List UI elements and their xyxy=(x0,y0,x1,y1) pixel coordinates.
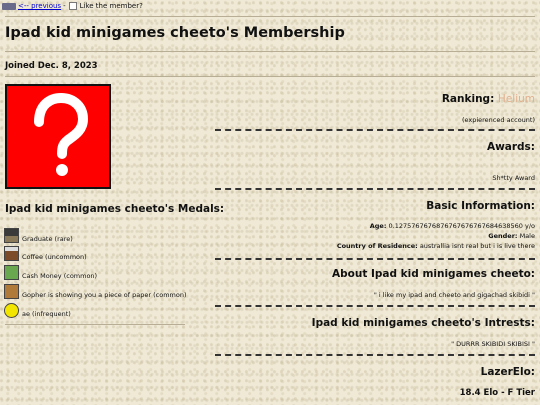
medal-label: Cash Money (common) xyxy=(22,272,98,280)
medal-item xyxy=(4,284,187,299)
section-divider xyxy=(215,354,535,356)
like-checkbox[interactable] xyxy=(69,2,77,10)
age-row xyxy=(370,222,535,230)
section-divider xyxy=(215,305,535,307)
about-text: " i like my ipad and cheeto and gigachad skibidi " xyxy=(373,291,535,299)
back-arrow-icon[interactable] xyxy=(2,3,16,10)
interests-text: " DURRR SKIBIDI SKIBISI " xyxy=(451,340,535,348)
age-value: 0.1275767676876767676767684638560 y/o xyxy=(388,222,535,230)
ranking-value: Helium xyxy=(497,93,535,105)
section-divider xyxy=(215,188,535,190)
medal-item xyxy=(4,228,73,243)
medal-item xyxy=(4,303,71,318)
ranking xyxy=(442,93,535,105)
top-nav xyxy=(2,2,143,10)
previous-link[interactable]: <-- previous xyxy=(18,2,62,10)
divider xyxy=(5,324,185,325)
cash-icon xyxy=(4,265,19,280)
medal-label: ae (infrequent) xyxy=(22,310,71,318)
separator: - xyxy=(63,2,66,10)
avatar xyxy=(5,84,111,189)
lazerelo-value: 18.4 Elo - F Tier xyxy=(459,388,535,398)
lazerelo-title: LazerElo: xyxy=(480,366,535,378)
interests-title: Ipad kid minigames cheeto's Intrests: xyxy=(311,317,535,329)
like-label: Like the member? xyxy=(79,2,143,10)
graduation-cap-icon xyxy=(4,228,19,243)
gender-value: Male xyxy=(519,232,535,240)
country-label: Country of Residence: xyxy=(336,242,418,250)
divider xyxy=(5,51,535,52)
award-item: Sh*tty Award xyxy=(492,174,535,182)
page-title: Ipad kid minigames cheeto's Membership xyxy=(5,25,345,41)
about-title: About Ipad kid minigames cheeto: xyxy=(332,268,535,280)
country-row xyxy=(337,242,535,250)
medal-label: Coffee (uncommon) xyxy=(22,253,87,261)
divider xyxy=(5,16,535,17)
coffee-icon xyxy=(4,246,19,261)
country-value: australlia isnt real but i is live there xyxy=(419,242,535,250)
joined-date: Joined Dec. 8, 2023 xyxy=(5,61,98,71)
basic-info-title: Basic Information: xyxy=(426,200,535,212)
section-divider xyxy=(215,129,535,131)
gopher-icon xyxy=(4,284,19,299)
age-label: Age: xyxy=(369,222,387,230)
ranking-sub: (expierenced account) xyxy=(461,116,535,124)
ae-face-icon xyxy=(4,303,19,318)
medal-item xyxy=(4,265,97,280)
gender-row xyxy=(488,232,535,240)
section-divider xyxy=(215,258,535,260)
medal-label: Graduate (rare) xyxy=(22,235,73,243)
gender-label: Gender: xyxy=(488,232,518,240)
divider xyxy=(5,76,535,77)
awards-title: Awards: xyxy=(486,141,535,153)
medal-label: Gopher is showing you a piece of paper (common) xyxy=(22,291,187,299)
medals-title: Ipad kid minigames cheeto's Medals: xyxy=(5,203,225,215)
medal-item xyxy=(4,246,87,261)
question-mark-icon xyxy=(7,86,109,187)
ranking-label: Ranking: xyxy=(441,93,495,105)
